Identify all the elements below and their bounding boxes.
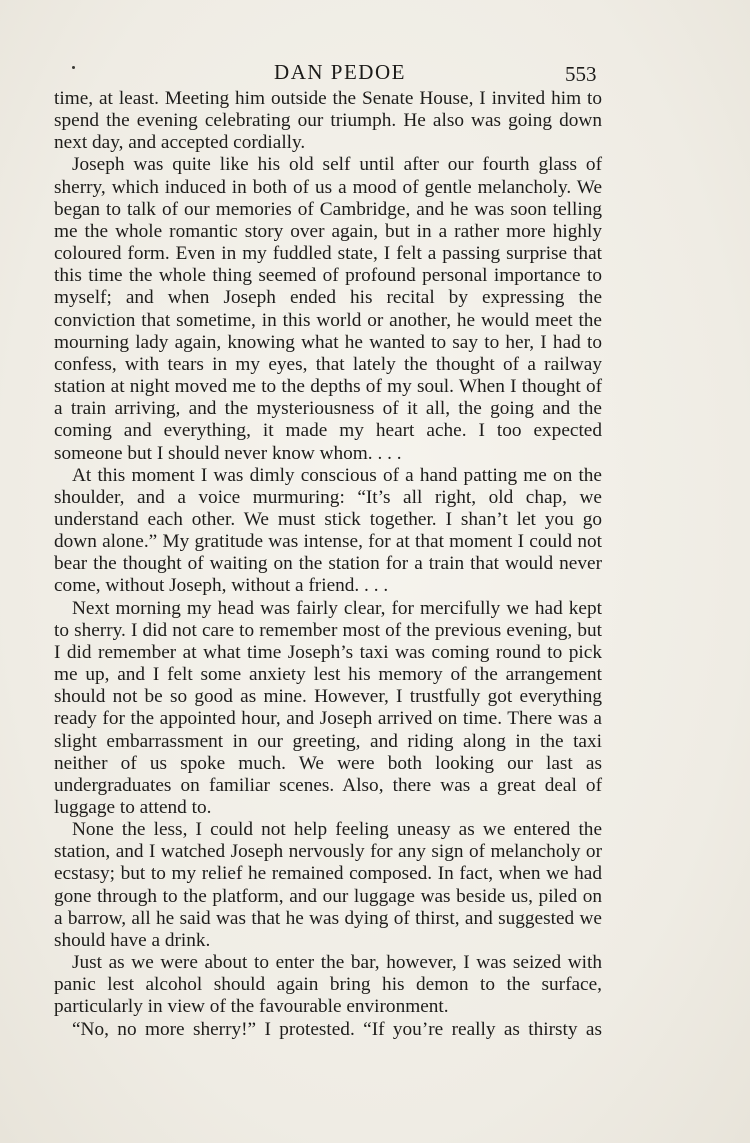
- body-text: [54, 88, 602, 1041]
- running-head: [0, 58, 750, 88]
- page-number: 553: [565, 62, 597, 86]
- paragraph-6: Just as we were about to enter the bar, however, I was seized with panic lest alcohol should again bring his demon to the surface, particularly in view of the favourable environment.: [54, 952, 602, 1018]
- paragraph-4: Next morning my head was fairly clear, for mercifully we had kept to sherry. I did not care to remember most of the previous evening, but I did remember at what time Joseph’s taxi was coming round to pick me up, and I felt some anxiety lest his memory of the arrangement should not be so good as mine. However, I trustfully got everything ready for the appointed hour, and Joseph arrived on time. There was a slight embarrassment in our greeting, and riding along in the taxi neither of us spoke much. We were both looking our last as undergraduates on familiar scenes. Also, there was a great deal of luggage to attend to.: [54, 597, 602, 818]
- running-title: DAN PEDOE: [274, 60, 406, 84]
- paragraph-2: Joseph was quite like his old self until after our fourth glass of sherry, which induced in both of us a mood of gentle melancholy. We began to talk of our memories of Cambridge, and he was soon telling me the whole romantic story over again, but in a rather more highly coloured form. Even in my fuddled state, I felt a passing surprise that this time the whole thing seemed of profound personal importance to myself; and when Joseph ended his recital by expressing the conviction that sometime, in this world or another, he would meet the mourning lady again, knowing what he wanted to say to her, I had to confess, with tears in my eyes, that lately the thought of a railway station at night moved me to the depths of my soul. When I thought of a train arriving, and the mysteriousness of it all, the going and the coming and everything, it made my heart ache. I too expected someone but I should never know whom. . . .: [54, 154, 602, 464]
- paragraph-1: time, at least. Meeting him outside the Senate House, I invited him to spend the evening celebrating our triumph. He also was going down next day, and accepted cordially.: [54, 88, 602, 154]
- paragraph-3: At this moment I was dimly conscious of a hand patting me on the shoulder, and a voice murmuring: “It’s all right, old chap, we understand each other. We must stick together. I shan’t let you go down alone.” My gratitude was intense, for at that moment I could not bear the thought of waiting on the station for a train that would never come, without Joseph, without a friend. . . .: [54, 464, 602, 597]
- paragraph-7: “No, no more sherry!” I protested. “If you’re really as thirsty as: [72, 1018, 602, 1040]
- paragraph-5: None the less, I could not help feeling uneasy as we entered the station, and I watched Joseph nervously for any sign of melancholy or ecstasy; but to my relief he remained composed. In fact, when we had gone through to the platform, and our luggage was beside us, piled on a barrow, all he said was that he was dying of thirst, and suggested we should have a drink.: [54, 819, 602, 951]
